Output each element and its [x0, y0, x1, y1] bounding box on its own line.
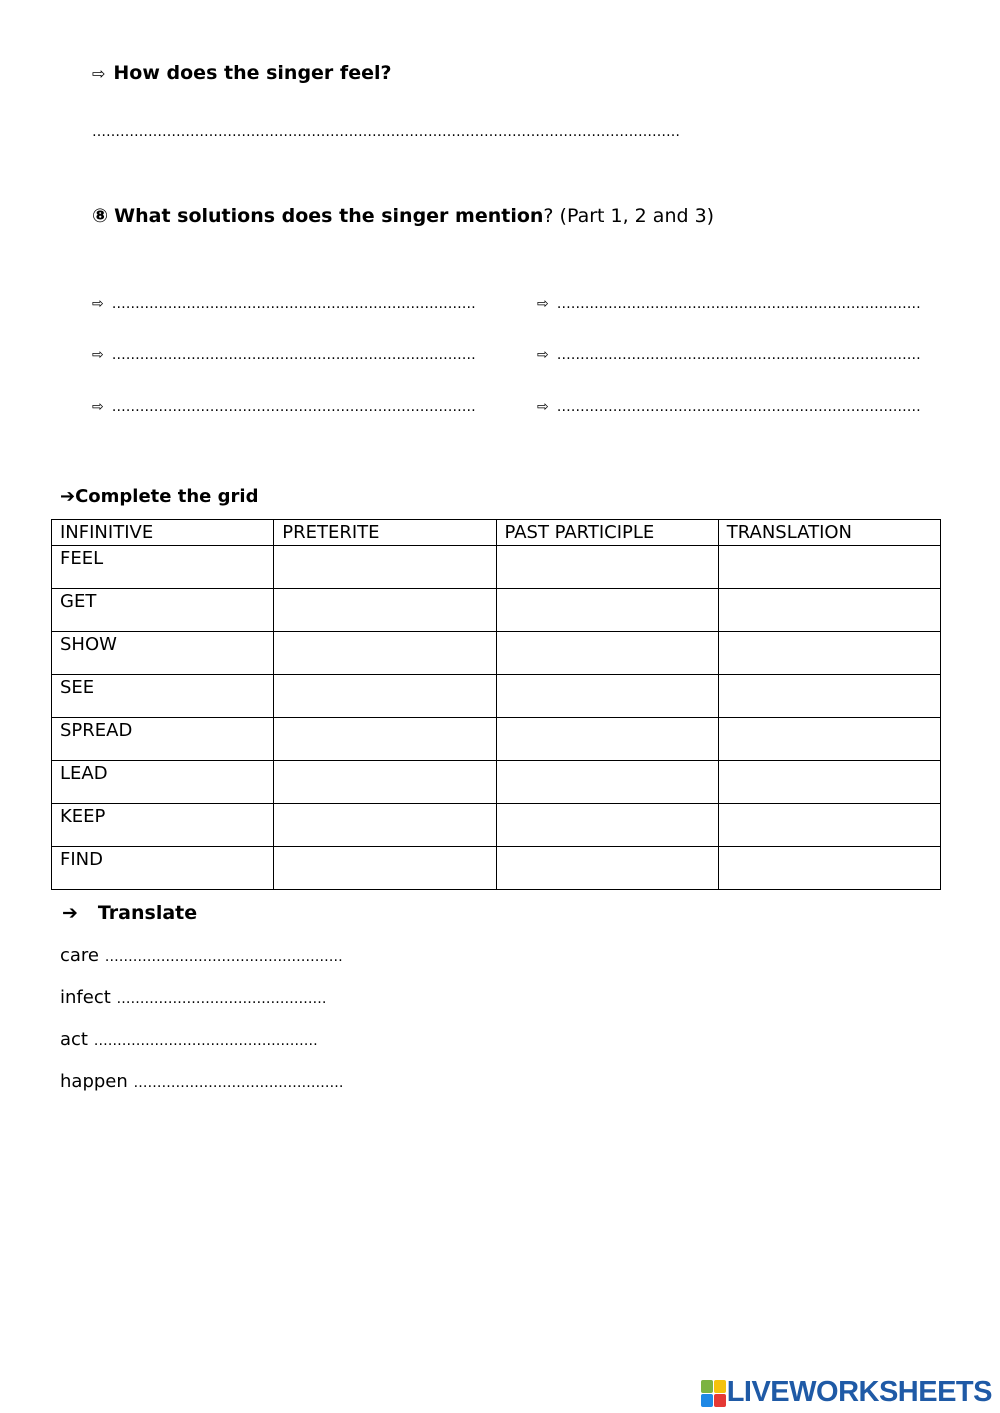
table-row	[52, 632, 941, 675]
table-row	[52, 847, 941, 890]
question-1-text: How does the singer feel?	[113, 62, 392, 84]
question-2-rest-text: ? (Part 1, 2 and 3)	[543, 205, 715, 227]
translate-word: act	[60, 1029, 88, 1050]
grid-header-row	[52, 520, 941, 546]
translate-heading-text: Translate	[97, 902, 198, 924]
translate-answer-line[interactable]: ……………………………………………	[104, 949, 343, 965]
past-participle-input[interactable]	[496, 589, 718, 632]
question-what-solutions	[92, 205, 714, 227]
past-participle-input[interactable]	[496, 847, 718, 890]
translate-heading	[62, 902, 197, 924]
preterite-input[interactable]	[274, 546, 496, 589]
solution-answer-5[interactable]	[92, 399, 476, 415]
translate-word: infect	[60, 987, 111, 1008]
preterite-input[interactable]	[274, 804, 496, 847]
translation-input[interactable]	[718, 589, 940, 632]
past-participle-input[interactable]	[496, 761, 718, 804]
past-participle-input[interactable]	[496, 718, 718, 761]
answer-line-question-1[interactable]: ………………………………………………………………………………………………………………	[92, 124, 680, 140]
past-participle-input[interactable]	[496, 675, 718, 718]
past-participle-input[interactable]	[496, 632, 718, 675]
grid-heading: ➔Complete the grid	[60, 486, 259, 507]
translate-word: happen	[60, 1071, 128, 1092]
infinitive-cell: LEAD	[52, 761, 274, 804]
table-row	[52, 675, 941, 718]
preterite-input[interactable]	[274, 761, 496, 804]
table-row	[52, 804, 941, 847]
hollow-arrow-icon: ⇨	[92, 296, 104, 312]
question-how-does-singer-feel	[92, 62, 392, 84]
solution-line: ……………………………………………………………………	[556, 399, 921, 415]
translation-input[interactable]	[718, 675, 940, 718]
translate-answer-line[interactable]: …………………………………………	[93, 1033, 318, 1049]
column-infinitive: INFINITIVE	[52, 520, 274, 546]
preterite-input[interactable]	[274, 847, 496, 890]
preterite-input[interactable]	[274, 718, 496, 761]
solution-line: ……………………………………………………………………	[111, 399, 476, 415]
table-row	[52, 761, 941, 804]
translate-answer-line[interactable]: ………………………………………	[133, 1075, 344, 1091]
translation-input[interactable]	[718, 632, 940, 675]
infinitive-cell: GET	[52, 589, 274, 632]
verb-grid	[51, 519, 941, 890]
hollow-arrow-icon: ⇨	[537, 347, 549, 363]
preterite-input[interactable]	[274, 589, 496, 632]
column-preterite: PRETERITE	[274, 520, 496, 546]
solution-answer-6[interactable]	[537, 399, 921, 415]
arrow-right-icon: ➔	[62, 902, 78, 924]
hollow-arrow-icon: ⇨	[537, 296, 549, 312]
hollow-arrow-icon: ⇨	[92, 347, 104, 363]
translate-item-happen	[60, 1071, 344, 1092]
table-row	[52, 546, 941, 589]
translate-word: care	[60, 945, 100, 966]
hollow-arrow-icon: ⇨	[92, 399, 104, 415]
translate-item-infect	[60, 987, 327, 1008]
column-translation: TRANSLATION	[718, 520, 940, 546]
infinitive-cell: FIND	[52, 847, 274, 890]
column-past-participle: PAST PARTICIPLE	[496, 520, 718, 546]
infinitive-cell: SEE	[52, 675, 274, 718]
translation-input[interactable]	[718, 718, 940, 761]
translation-input[interactable]	[718, 761, 940, 804]
solution-answer-1[interactable]	[92, 296, 476, 312]
solution-answer-2[interactable]	[537, 296, 921, 312]
past-participle-input[interactable]	[496, 804, 718, 847]
translate-item-act	[60, 1029, 318, 1050]
solution-line: ……………………………………………………………………	[556, 347, 921, 363]
translation-input[interactable]	[718, 546, 940, 589]
infinitive-cell: FEEL	[52, 546, 274, 589]
question-2-bold-text: What solutions does the singer mention	[114, 205, 544, 227]
solution-answer-4[interactable]	[537, 347, 921, 363]
preterite-input[interactable]	[274, 675, 496, 718]
solution-line: ……………………………………………………………………	[111, 296, 476, 312]
question-2-marker: ⑧	[92, 205, 109, 227]
hollow-arrow-icon: ⇨	[92, 64, 106, 83]
translation-input[interactable]	[718, 804, 940, 847]
liveworksheets-logo-icon	[701, 1380, 725, 1406]
translate-answer-line[interactable]: ………………………………………	[116, 991, 327, 1007]
solution-line: ……………………………………………………………………	[556, 296, 921, 312]
translate-item-care	[60, 945, 343, 966]
infinitive-cell: KEEP	[52, 804, 274, 847]
solution-answer-3[interactable]	[92, 347, 476, 363]
preterite-input[interactable]	[274, 632, 496, 675]
logo-text: LIVEWORKSHEETS	[726, 1376, 992, 1408]
solution-line: ……………………………………………………………………	[111, 347, 476, 363]
translation-input[interactable]	[718, 847, 940, 890]
infinitive-cell: SHOW	[52, 632, 274, 675]
liveworksheets-logo	[701, 1376, 992, 1409]
past-participle-input[interactable]	[496, 546, 718, 589]
table-row	[52, 718, 941, 761]
table-row	[52, 589, 941, 632]
hollow-arrow-icon: ⇨	[537, 399, 549, 415]
infinitive-cell: SPREAD	[52, 718, 274, 761]
